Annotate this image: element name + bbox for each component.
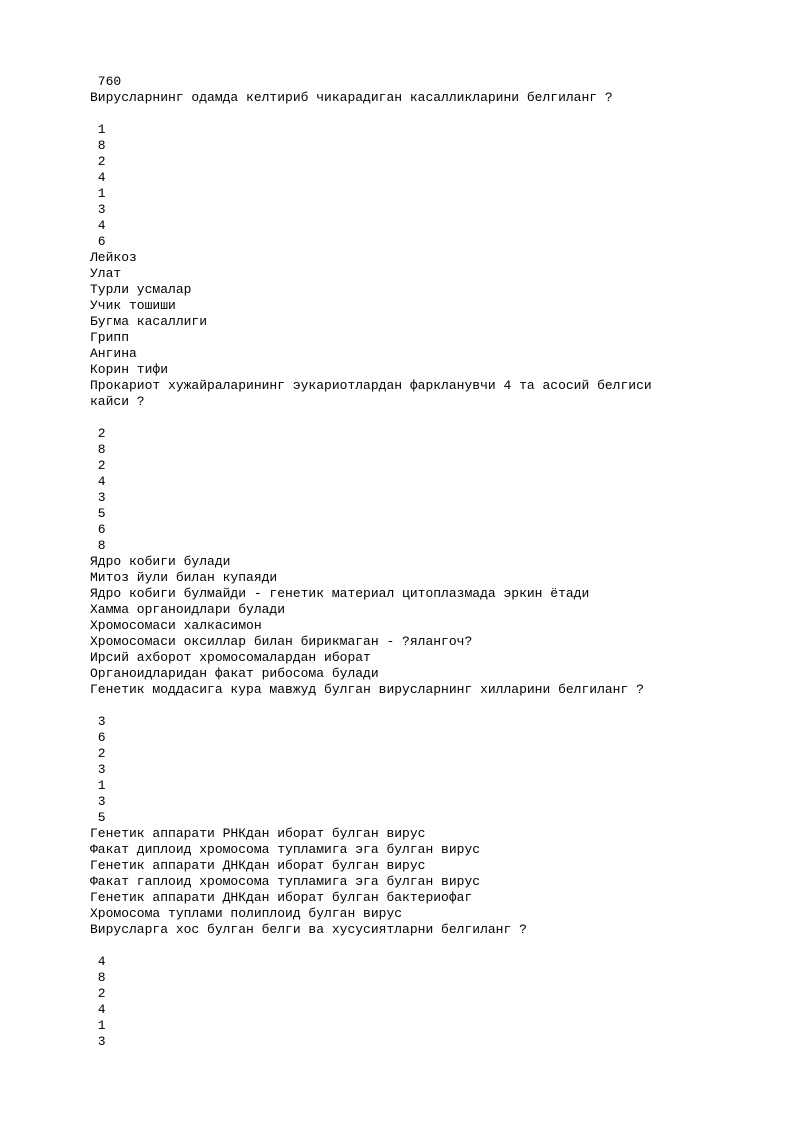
text-line: Генетик моддасига кура мавжуд булган вирусларнинг хилларини белгиланг ?: [90, 682, 644, 697]
text-line: 2: [90, 426, 106, 441]
text-line: 1: [90, 778, 106, 793]
text-line: Ирсий ахборот хромосомалардан иборат: [90, 650, 371, 665]
text-line: Факат диплоид хромосома тупламига эга булган вирус: [90, 842, 481, 857]
text-line: 4: [90, 474, 106, 489]
text-line: 3: [90, 202, 106, 217]
text-line: 3: [90, 714, 106, 729]
text-line: Прокариот хужайраларининг эукариотлардан фаркланувчи 4 та асосий белгиси: [90, 378, 652, 393]
text-line: 3: [90, 762, 106, 777]
text-line: 8: [90, 138, 106, 153]
text-line: Ядро кобиги булади: [90, 554, 231, 569]
text-line: 4: [90, 218, 106, 233]
text-line: Митоз йули билан купаяди: [90, 570, 278, 585]
text-line: 6: [90, 730, 106, 745]
text-line: Вирусларнинг одамда келтириб чикарадиган касалликларини белгиланг ?: [90, 90, 613, 105]
blank-line: [90, 698, 770, 714]
text-line: 3: [90, 490, 106, 505]
text-line: Лейкоз: [90, 250, 137, 265]
text-line: 4: [90, 954, 106, 969]
text-line: 3: [90, 1034, 106, 1049]
blank-line: [90, 938, 770, 954]
text-line: 2: [90, 458, 106, 473]
text-line: 6: [90, 234, 106, 249]
text-line: 3: [90, 794, 106, 809]
text-line: Ангина: [90, 346, 137, 361]
text-line: 2: [90, 154, 106, 169]
text-line: Улат: [90, 266, 122, 281]
text-line: 1: [90, 122, 106, 137]
document-text: [90, 74, 770, 1050]
text-line: Вирусларга хос булган белги ва хусусиятларни белгиланг ?: [90, 922, 527, 937]
blank-line: [90, 410, 770, 426]
text-line: Генетик аппарати ДНКдан иборат булган бактериофаг: [90, 890, 473, 905]
text-line: 4: [90, 170, 106, 185]
text-line: Хамма органоидлари булади: [90, 602, 286, 617]
text-line: Генетик аппарати ДНКдан иборат булган вирус: [90, 858, 426, 873]
text-line: Бугма касаллиги: [90, 314, 208, 329]
text-line: Ядро кобиги булмайди - генетик материал цитоплазмада эркин ётади: [90, 586, 590, 601]
text-line: 5: [90, 506, 106, 521]
text-line: Хромосома туплами полиплоид булган вирус: [90, 906, 403, 921]
text-line: 8: [90, 538, 106, 553]
text-line: Хромосомаси халкасимон: [90, 618, 262, 633]
text-line: 2: [90, 746, 106, 761]
blank-line: [90, 106, 770, 122]
text-line: 2: [90, 986, 106, 1001]
text-line: 6: [90, 522, 106, 537]
text-line: 1: [90, 186, 106, 201]
text-line: Факат гаплоид хромосома тупламига эга булган вирус: [90, 874, 481, 889]
text-line: 4: [90, 1002, 106, 1017]
text-line: Генетик аппарати РНКдан иборат булган вирус: [90, 826, 426, 841]
text-line: 5: [90, 810, 106, 825]
text-line: Органоидларидан факат рибосома булади: [90, 666, 379, 681]
text-line: кайси ?: [90, 394, 145, 409]
text-line: Корин тифи: [90, 362, 169, 377]
text-line: Учик тошиши: [90, 298, 176, 313]
text-line: 8: [90, 970, 106, 985]
text-line: 1: [90, 1018, 106, 1033]
text-line: Грипп: [90, 330, 130, 345]
text-line: 760: [90, 74, 122, 89]
text-line: Турли усмалар: [90, 282, 192, 297]
text-line: Хромосомаси оксиллар билан бирикмаган - ?ялангоч?: [90, 634, 473, 649]
text-line: 8: [90, 442, 106, 457]
